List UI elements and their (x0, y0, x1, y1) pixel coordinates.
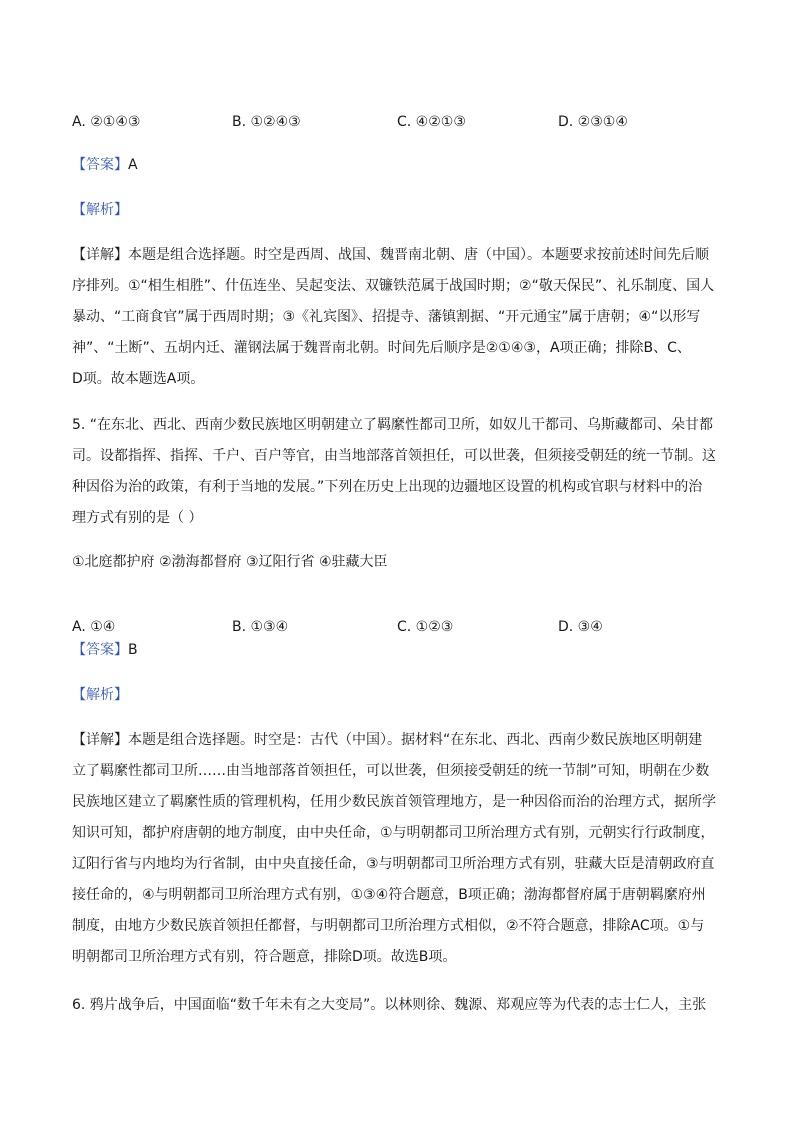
q4-option-d: D. ②③①④ (558, 114, 628, 130)
answer-label: 【答案】 (72, 157, 128, 173)
q4-analysis-label: 【解析】 (72, 202, 128, 218)
stem-line: 5. “在东北、西北、西南少数民族地区明朝建立了羁縻性都司卫所，如奴儿干都司、乌斯藏都司、朵甘都 (72, 417, 714, 433)
q4-option-b: B. ①②④③ (232, 114, 301, 130)
detail-line: 立了羁縻性都司卫所……由当地部落首领担任，可以世袭，但须接受朝廷的统一节制”可知，明朝在少数 (72, 763, 710, 779)
q5-detail (72, 725, 720, 973)
detail-line: 神”、“土断”、五胡内迁、灌钢法属于魏晋南北朝。时间先后顺序是②①④③，A项正确；排除B、C、 (72, 340, 691, 356)
detail-line: 民族地区建立了羁縻性质的管理机构，任用少数民族首领管理地方，是一种因俗而治的治理方式，据所学 (72, 794, 716, 810)
detail-line: 知识可知，都护府唐朝的地方制度，由中央任命，①与明朝都司卫所治理方式有别，元朝实行行政制度， (72, 825, 715, 841)
q6-stem: 6. 鸦片战争后，中国面临“数千年未有之大变局”。以林则徐、魏源、郑观应等为代表的志士仁人，主张 (72, 997, 707, 1013)
detail-line: 明朝都司卫所治理方式有别，符合题意，排除D项。故选B项。 (72, 949, 457, 965)
detail-line: D项。故本题选A项。 (72, 371, 205, 387)
q5-answer (72, 635, 720, 666)
detail-line: 辽阳行省与内地均为行省制，由中央直接任命，③与明朝都司卫所治理方式有别，驻藏大臣是清朝政府直 (72, 856, 715, 872)
q4-option-a: A. ②①④③ (72, 114, 141, 130)
q5-analysis-label: 【解析】 (72, 687, 128, 703)
detail-line: 接任命的，④与明朝都司卫所治理方式有别，①③④符合题意，B项正确；渤海都督府属于唐朝羁縻府州 (72, 887, 706, 903)
answer-value: A (128, 157, 138, 173)
answer-label: 【答案】 (72, 642, 128, 658)
detail-line: 【详解】本题是组合选择题。时空是西周、战国、魏晋南北朝、唐（中国）。本题要求按前述时间先后顺 (72, 247, 709, 263)
q5-option-b: B. ①③④ (232, 619, 289, 635)
detail-line: 暴动、“工商食官”属于西周时期；③《礼宾图》、招提寺、藩镇割据、“开元通宝”属于唐朝；④“以形写 (72, 309, 701, 325)
q4-option-c: C. ④②①③ (397, 114, 466, 130)
q5-options (72, 617, 720, 637)
stem-line: 司。设都指挥、指挥、千户、百户等官，由当地部落首领担任，可以世袭，但须接受朝廷的统一节制。这 (72, 448, 716, 464)
q5-option-c: C. ①②③ (397, 619, 454, 635)
detail-line: 【详解】本题是组合选择题。时空是：古代（中国）。据材料“在东北、西北、西南少数民族地区明朝建 (72, 732, 703, 748)
answer-value: B (128, 642, 138, 658)
q4-detail (72, 240, 720, 395)
q4-answer (72, 150, 720, 181)
stem-line: 理方式有别的是（ ） (72, 510, 203, 526)
detail-line: 序排列。①“相生相胜”、什伍连坐、吴起变法、双镰铁范属于战国时期；②“敬天保民”、礼乐制度、国人 (72, 278, 715, 294)
q5-stem (72, 410, 720, 534)
stem-line: 种因俗为治的政策，有利于当地的发展。”下列在历史上出现的边疆地区设置的机构或官职与材料中的治 (72, 479, 703, 495)
q5-option-d: D. ③④ (558, 619, 603, 635)
q4-options (72, 112, 720, 132)
q5-items: ①北庭都护府 ②渤海都督府 ③辽阳行省 ④驻藏大臣 (72, 554, 388, 570)
q5-option-a: A. ①④ (72, 619, 116, 635)
detail-line: 制度，由地方少数民族首领担任都督，与明朝都司卫所治理方式相似，②不符合题意，排除AC项。①与 (72, 918, 705, 934)
